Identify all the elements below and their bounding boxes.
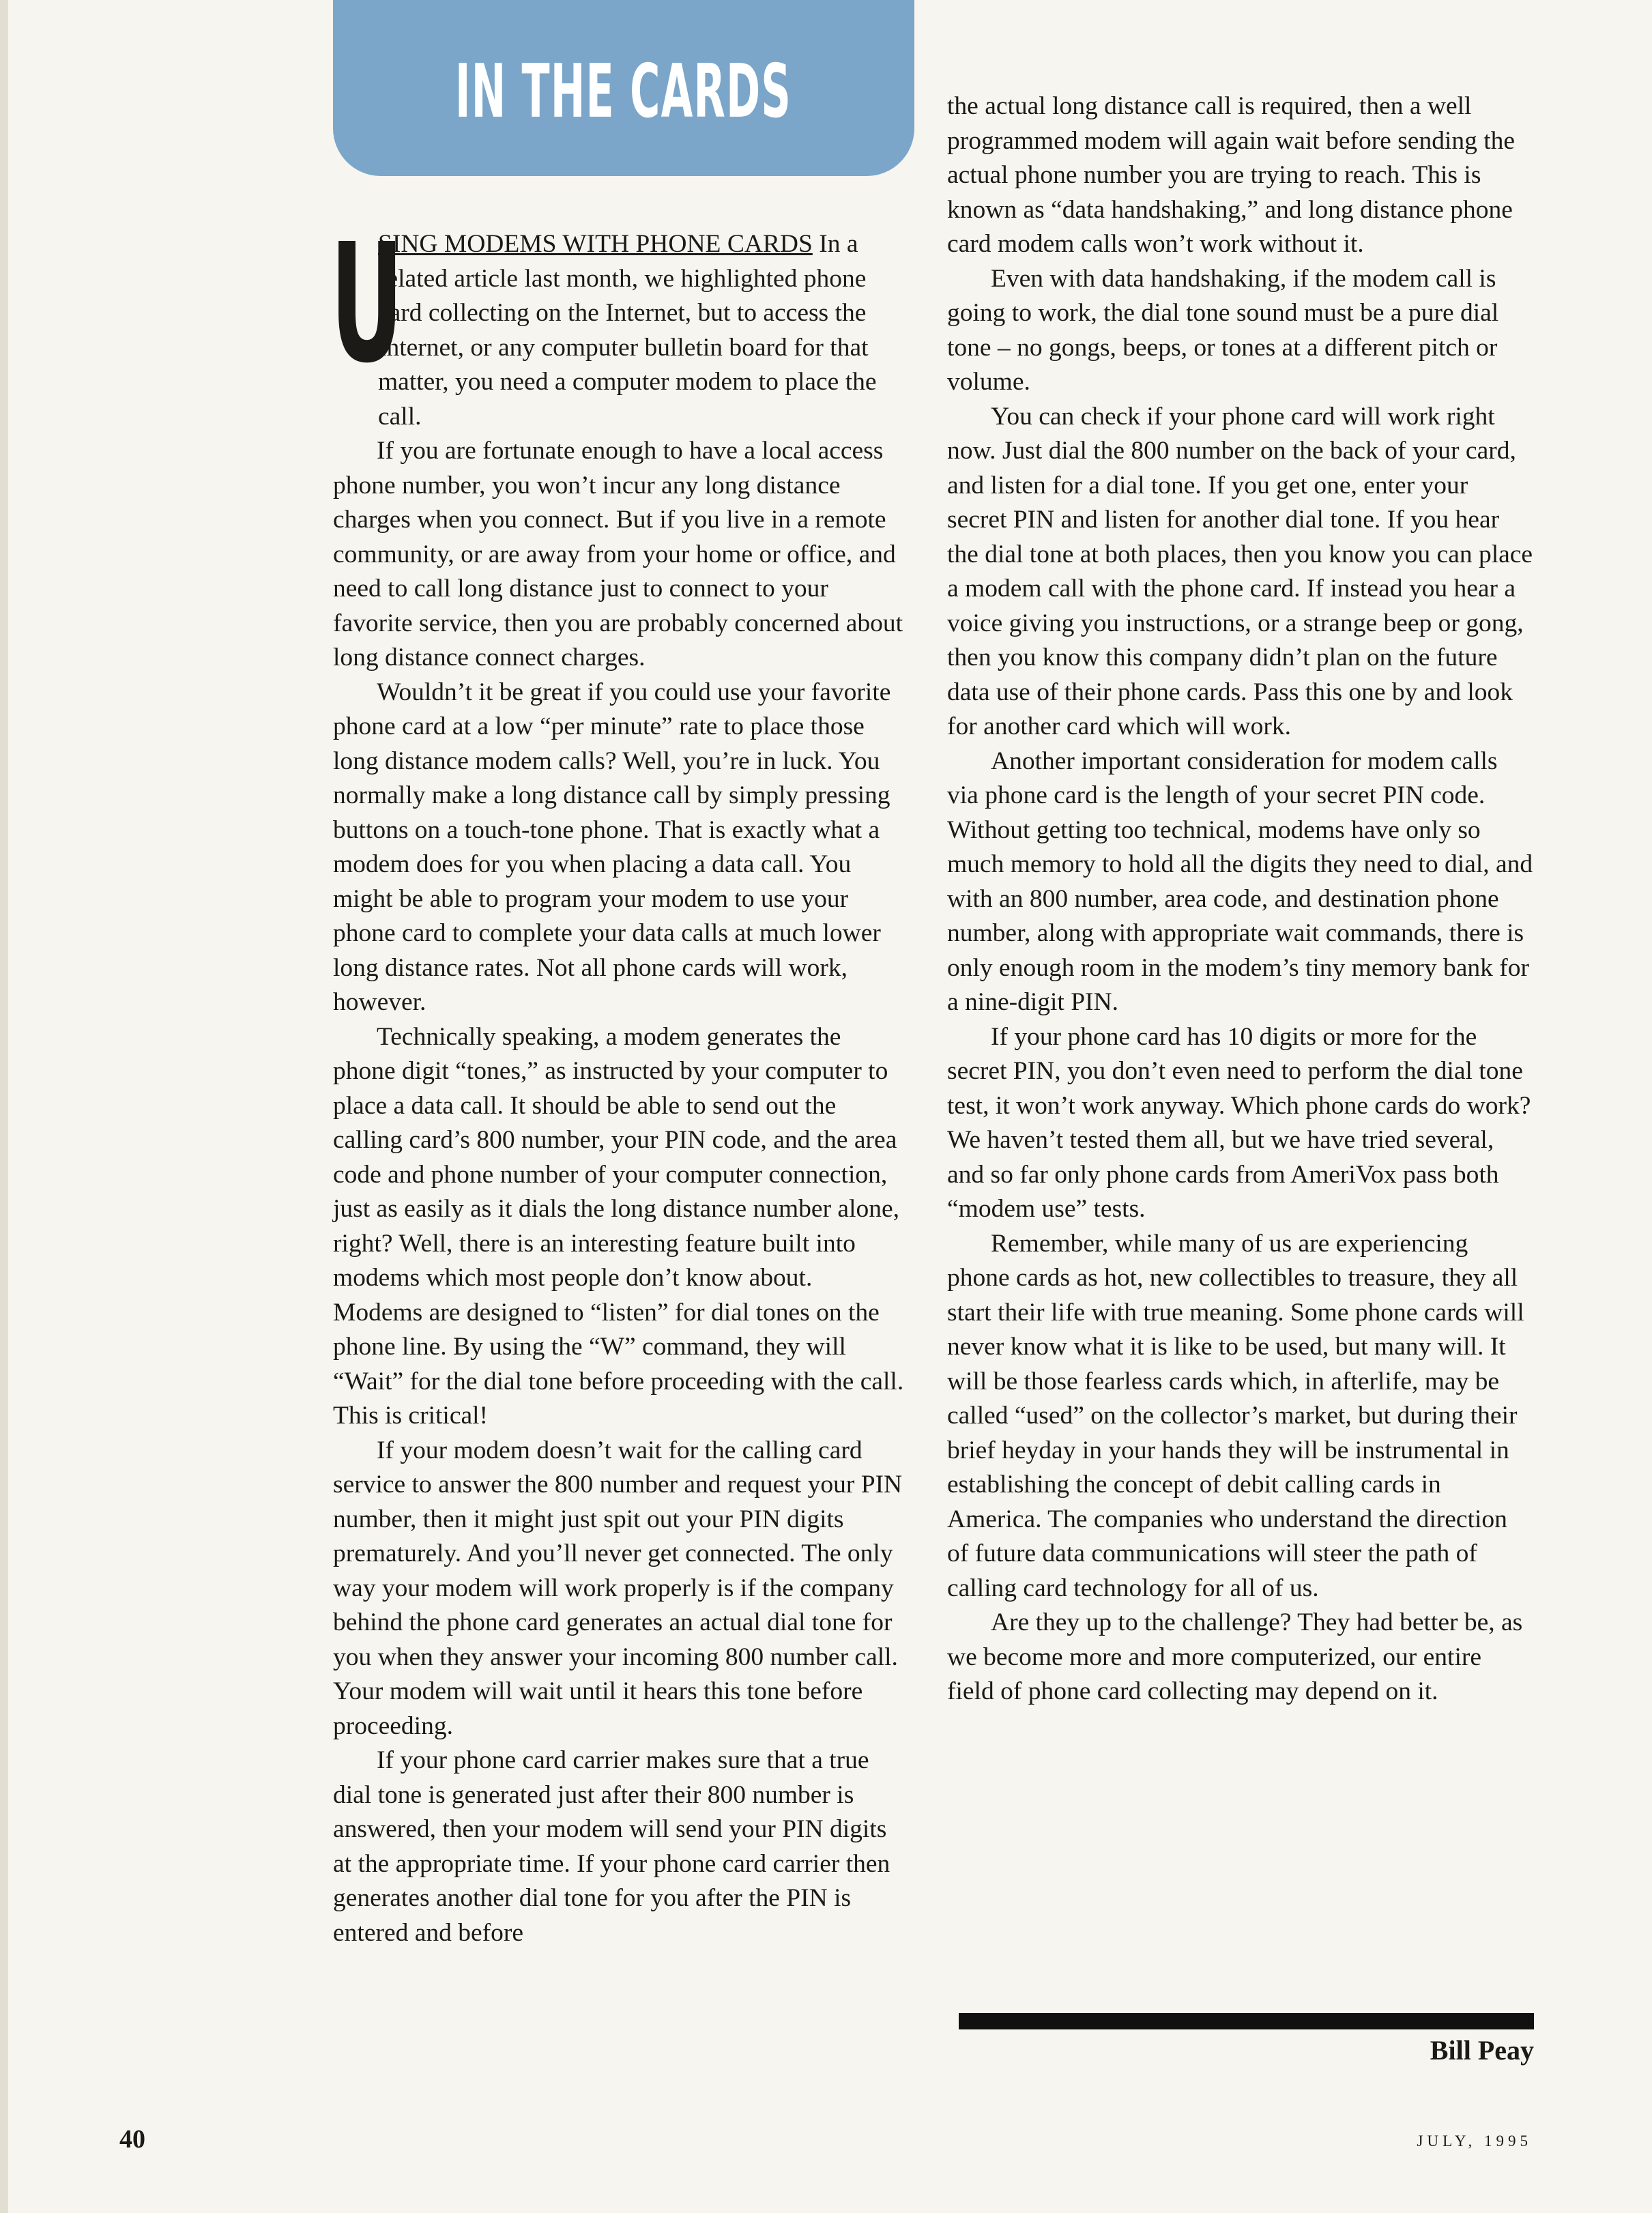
article-paragraph: If your phone card has 10 digits or more for the secret PIN, you don’t even need to perform the dial tone test, it won’t work anyway. Which phone cards do work? We haven’t tested them all, but we have tried several, and so far only phone cards from AmeriVox pass both “modem use” tests. <box>947 1022 1531 1223</box>
page-number: 40 <box>119 2125 145 2154</box>
section-header-tab <box>333 0 914 176</box>
page-edge <box>0 0 8 2213</box>
article-right-column <box>947 89 1534 1709</box>
article-paragraph <box>330 208 906 434</box>
article-paragraph: Remember, while many of us are experiencing phone cards as hot, new collectibles to treasure, they all start their life with true meaning. Some phone cards will never know what it is like to be used, but many will. It will be those fearless cards which, in afterlife, may be called “used” on the collector’s market, but during their brief heyday in your hands they will be instrumental in establishing the concept of debit calling cards in America. The companies who understand the direction of future data communications will steer the path of calling card technology for all of us. <box>947 1229 1524 1602</box>
article-paragraph: If your modem doesn’t wait for the calling card service to answer the 800 number and request your PIN number, then it might just spit out your PIN digits prematurely. And you’ll never get connected. The only way your modem will work properly is if the company behind the phone card generates an actual dial tone for you when they answer your incoming 800 number call. Your modem will wait until it hears this tone before proceeding. <box>333 1436 903 1740</box>
article-paragraph: Technically speaking, a modem generates the phone digit “tones,” as instructed by your computer to place a data call. It should be able to send out the calling card’s 800 number, your PIN code, and the area code and phone number of your computer connection, just as easily as it dials the long distance number alone, right? Well, there is an interesting feature built into modems which most people don’t know about. Modems are designed to “listen” for dial tones on the phone line. By using the “W” command, they will “Wait” for the dial tone before proceeding with the call. This is critical! <box>333 1022 904 1430</box>
drop-cap: U <box>330 208 404 399</box>
article-left-column <box>330 208 906 1950</box>
paragraph-text: In a related article last month, we highlighted phone card collecting on the Internet, but to access the Internet, or any computer bulletin board for that matter, you need a computer modem to place the call. <box>378 230 877 431</box>
article-paragraph: If your phone card carrier makes sure that a true dial tone is generated just after their 800 number is answered, then your modem will send your PIN digits at the appropriate time. If your phone card carrier then generates another dial tone for you after the PIN is entered and before <box>333 1746 890 1947</box>
article-paragraph: Are they up to the challenge? They had better be, as we become more and more computerized, our entire field of phone card collecting may depend on it. <box>947 1608 1523 1705</box>
article-paragraph: Even with data handshaking, if the modem call is going to work, the dial tone sound must be a pure dial tone – no gongs, beeps, or tones at a different pitch or volume. <box>947 264 1499 396</box>
lead-in: SING MODEMS WITH PHONE CARDS <box>378 230 813 258</box>
article-paragraph: the actual long distance call is required, then a well programmed modem will again wait before sending the actual phone number you are trying to reach. This is known as “data handshaking,” and long distance phone card modem calls won’t work without it. <box>947 92 1516 258</box>
article-paragraph: Another important consideration for modem calls via phone card is the length of your secret PIN code. Without getting too technical, modems have only so much memory to hold all the digits they need to dial, and with an 800 number, area code, and destination phone number, along with appropriate wait commands, there is only enough room in the modem’s tiny memory bank for a nine-digit PIN. <box>947 747 1533 1016</box>
article-paragraph: If you are fortunate enough to have a local access phone number, you won’t incur any long distance charges when you connect. But if you live in a remote community, or are away from your home or office, and need to call long distance just to connect to your favorite service, then you are probably concerned about long distance connect charges. <box>333 437 903 671</box>
author-byline: Bill Peay <box>1430 2035 1534 2066</box>
section-title: IN THE CARDS <box>455 48 792 134</box>
article-paragraph: Wouldn’t it be great if you could use your favorite phone card at a low “per minute” rate to place those long distance modem calls? Well, you’re in luck. You normally make a long distance call by simply pressing buttons on a touch-tone phone. That is exactly what a modem does for you when placing a data call. You might be able to program your modem to use your phone card to complete your data calls at much lower long distance rates. Not all phone cards will work, however. <box>333 678 891 1016</box>
closing-rule <box>959 2013 1534 2029</box>
issue-date: JULY, 1995 <box>1417 2132 1532 2150</box>
article-paragraph: You can check if your phone card will work right now. Just dial the 800 number on the back of your card, and listen for a dial tone. If you get one, enter your secret PIN and listen for another dial tone. If you hear the dial tone at both places, then you know you can place a modem call with the phone card. If instead you hear a voice giving you instructions, or a strange beep or gong, then you know this company didn’t plan on the future data use of their phone cards. Pass this one by and look for another card which will work. <box>947 402 1533 740</box>
